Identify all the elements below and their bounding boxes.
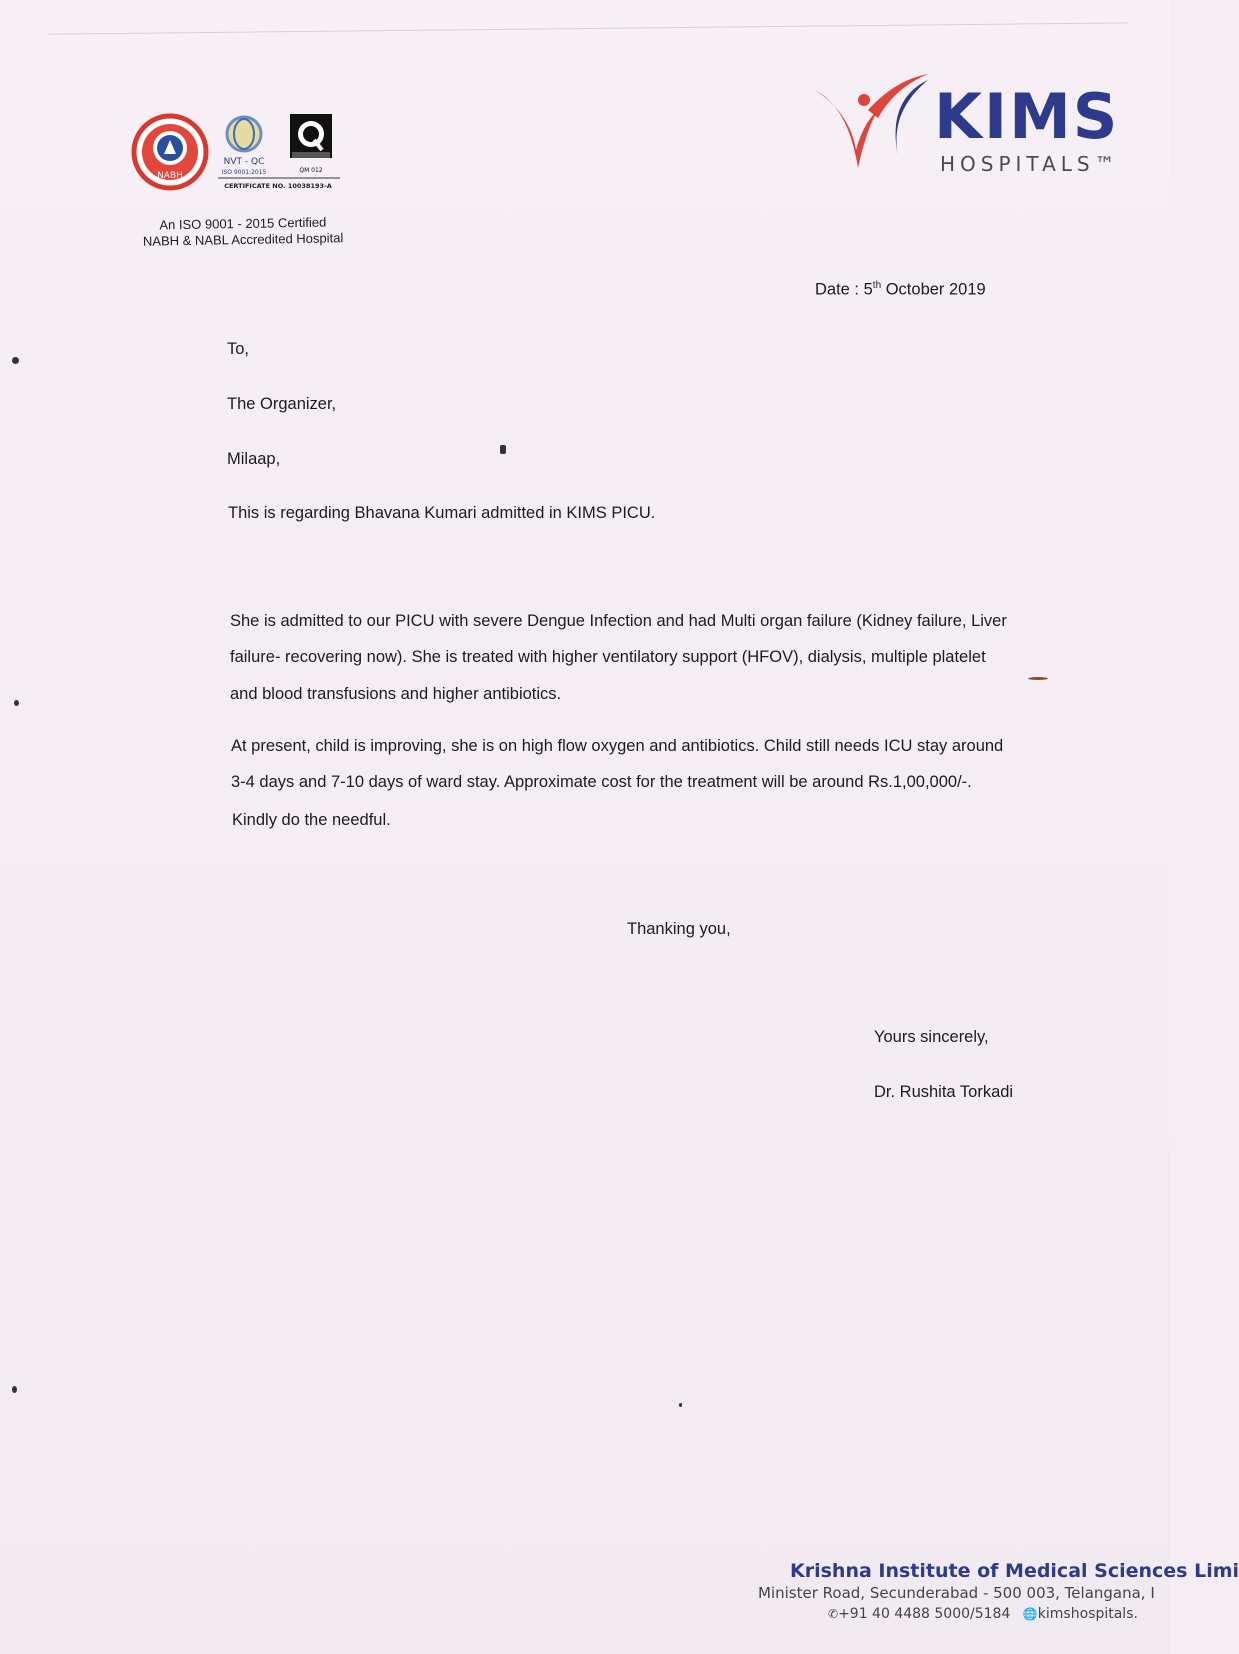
svg-text:NABH: NABH [157, 171, 183, 181]
certification-logos [132, 112, 362, 202]
scan-speck [12, 357, 19, 364]
paragraph-1-line-2: failure- recovering now). She is treated with higher ventilatory support (HFOV), dialysis, multiple platelet [230, 648, 986, 666]
svg-text:NVT - QC: NVT - QC [223, 157, 265, 167]
svg-text:CERTIFICATE NO. 10038193-A: CERTIFICATE NO. 10038193-A [224, 182, 332, 190]
phone-icon: ✆ [828, 1607, 839, 1621]
scan-speck [500, 445, 506, 454]
scan-speck [1028, 677, 1048, 680]
paragraph-2-line-2: 3-4 days and 7-10 days of ward stay. Approximate cost for the treatment will be around Rs.1,00,000/-. [231, 773, 972, 791]
caption-line-1: An ISO 9001 - 2015 Certified [159, 214, 327, 233]
scan-speck [14, 700, 19, 706]
scan-speck [679, 1403, 682, 1407]
paragraph-2-line-1: At present, child is improving, she is on high flow oxygen and antibiotics. Child still needs ICU stay around [231, 737, 1004, 755]
scan-speck [12, 1386, 17, 1393]
scan-edge-line [48, 22, 1128, 34]
footer-contact [828, 1606, 1138, 1622]
date-prefix: Date : 5 [815, 280, 873, 299]
subject-line: This is regarding Bhavana Kumari admitted in KIMS PICU. [228, 504, 656, 522]
kims-hospitals-logo [806, 70, 1136, 190]
date-superscript: th [872, 280, 882, 291]
closing-line: Yours sincerely, [874, 1028, 989, 1046]
salutation-to: To, [227, 340, 250, 358]
footer-website: kimshospitals. [1037, 1606, 1138, 1622]
thanks-line: Thanking you, [627, 920, 731, 938]
signatory-name: Dr. Rushita Torkadi [874, 1083, 1014, 1101]
kims-brand-text: KIMS [934, 80, 1120, 153]
certification-badges-icon [132, 112, 362, 202]
footer-company-name: Krishna Institute of Medical Sciences Limi [790, 1560, 1239, 1582]
svg-text:ISO 9001:2015: ISO 9001:2015 [221, 169, 267, 176]
date-suffix: October 2019 [881, 280, 986, 299]
kims-swoosh-icon [806, 70, 936, 180]
caption-line-2: NABH & NABL Accredited Hospital [142, 230, 344, 249]
footer-address: Minister Road, Secunderabad - 500 003, Telangana, I [758, 1584, 1155, 1602]
globe-icon: 🌐 [1022, 1607, 1038, 1621]
letter-date [815, 280, 986, 300]
paragraph-2-line-3: Kindly do the needful. [232, 811, 391, 829]
certification-caption [138, 214, 349, 250]
paragraph-1-line-3: and blood transfusions and higher antibiotics. [230, 685, 562, 703]
svg-text:QM 012: QM 012 [299, 167, 323, 174]
organization-line: Milaap, [227, 450, 281, 468]
kims-subtitle-text: HOSPITALS™ [940, 152, 1120, 176]
recipient-line: The Organizer, [227, 395, 337, 413]
footer-phone: +91 40 4488 5000/5184 [838, 1606, 1011, 1622]
paragraph-1-line-1: She is admitted to our PICU with severe Dengue Infection and had Multi organ failure (Kidney failure, Liver [230, 612, 1007, 630]
